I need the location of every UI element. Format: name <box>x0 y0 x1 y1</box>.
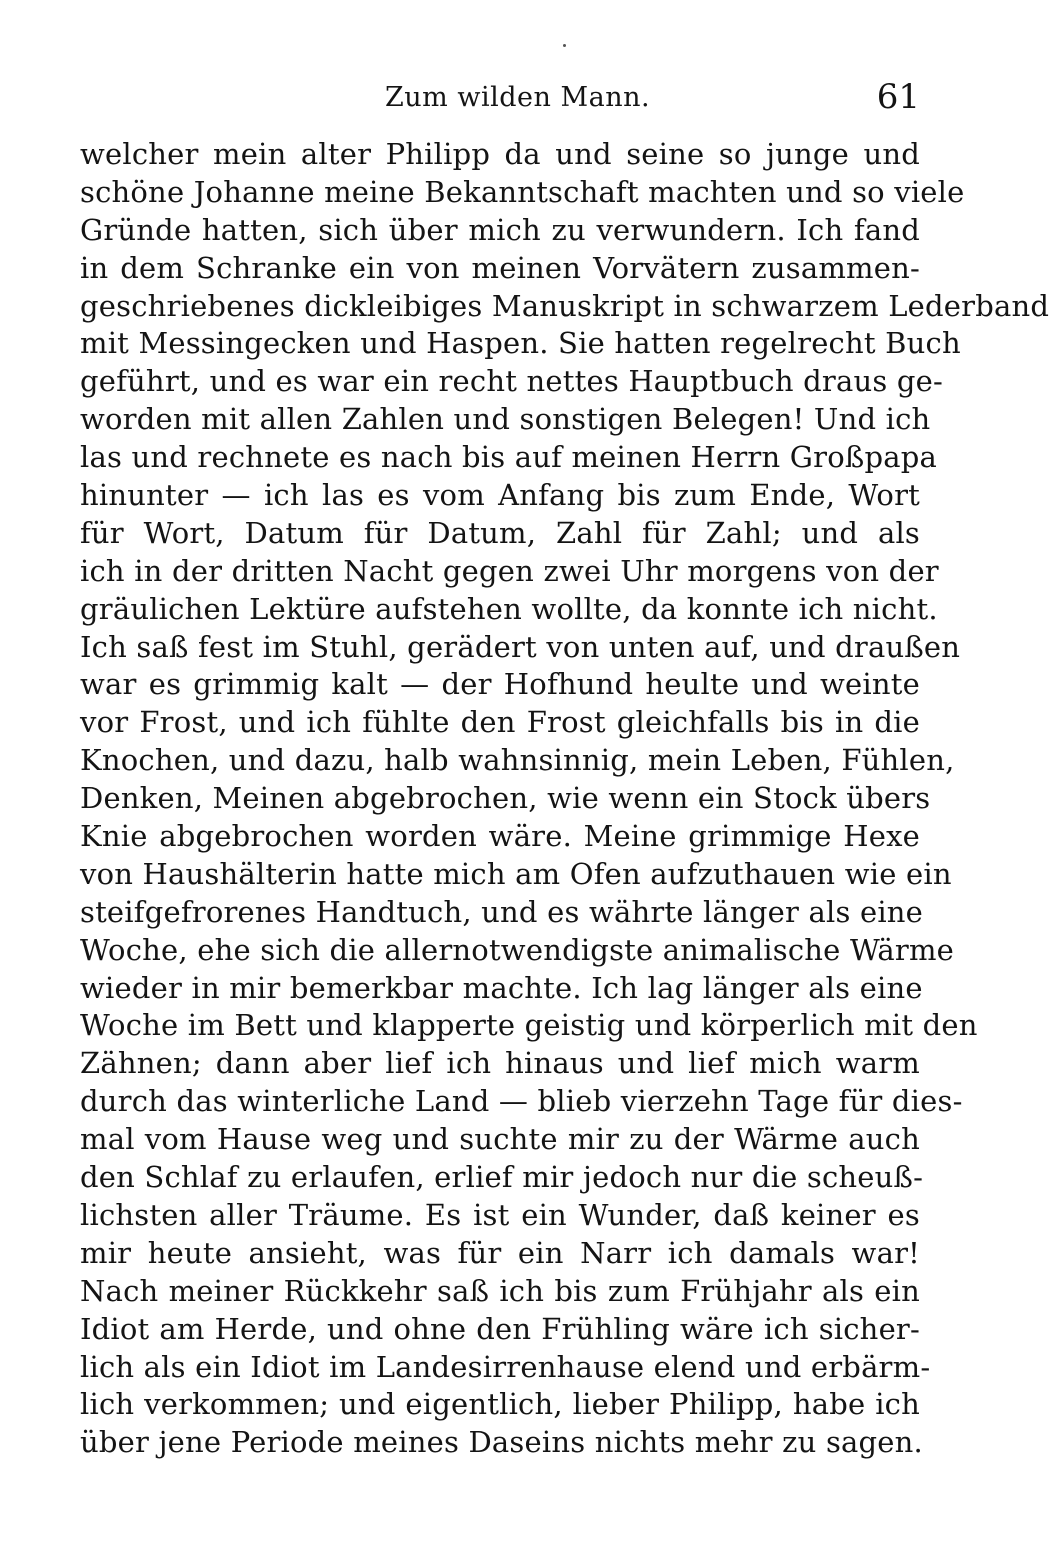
text-line: Gründe hatten, sich über mich zu verwundern. Ich fand <box>80 212 920 247</box>
text-line: welcher mein alter Philipp da und seine so junge und <box>80 137 920 171</box>
text-line: lich als ein Idiot im Landesirrenhause elend und erbärm- <box>80 1349 931 1384</box>
text-line: steifgefrorenes Handtuch, und es währte länger als eine <box>80 894 924 929</box>
text-line: über jene Periode meines Daseins nichts mehr zu sagen. <box>80 1425 923 1460</box>
text-line: wieder in mir bemerkbar machte. Ich lag länger als eine <box>80 970 923 1005</box>
text-line: durch das winterliche Land — blieb vierzehn Tage für dies- <box>80 1084 963 1119</box>
text-line: Zähnen; dann aber lief ich hinaus und lief mich warm <box>80 1046 920 1081</box>
text-line: lichsten aller Träume. Es ist ein Wunder, daß keiner es <box>80 1197 920 1232</box>
text-line: Woche im Bett und klapperte geistig und körperlich mit den <box>80 1008 978 1043</box>
text-line: hinunter — ich las es vom Anfang bis zum Ende, Wort <box>80 478 920 513</box>
text-line: mir heute ansieht, was für ein Narr ich damals war! <box>80 1235 920 1270</box>
text-line: Denken, Meinen abgebrochen, wie wenn ein Stock übers <box>80 781 931 816</box>
text-line: Idiot am Herde, und ohne den Frühling wäre ich sicher- <box>80 1311 920 1346</box>
body-text <box>80 136 1049 1462</box>
text-line: worden mit allen Zahlen und sonstigen Belegen! Und ich <box>80 402 931 437</box>
text-line: mit Messingecken und Haspen. Sie hatten regelrecht Buch <box>80 326 961 361</box>
text-line: geschriebenes dickleibiges Manuskript in schwarzem Lederband <box>80 288 1049 323</box>
text-line: in dem Schranke ein von meinen Vorvätern zusammen- <box>80 250 920 285</box>
text-line: schöne Johanne meine Bekanntschaft machten und so viele <box>80 174 965 209</box>
text-line: für Wort, Datum für Datum, Zahl für Zahl; und als <box>80 515 920 550</box>
text-line: Knochen, und dazu, halb wahnsinnig, mein Leben, Fühlen, <box>80 743 955 778</box>
text-line: Ich saß fest im Stuhl, gerädert von unten auf, und draußen <box>80 629 961 664</box>
text-line: geführt, und es war ein recht nettes Hauptbuch draus ge- <box>80 364 943 399</box>
text-line: mal vom Hause weg und suchte mir zu der Wärme auch <box>80 1122 920 1157</box>
text-line: den Schlaf zu erlaufen, erlief mir jedoch nur die scheuß- <box>80 1160 924 1195</box>
text-line: lich verkommen; und eigentlich, lieber Philipp, habe ich <box>80 1387 920 1422</box>
text-line: war es grimmig kalt — der Hofhund heulte und weinte <box>80 667 920 702</box>
text-line: Nach meiner Rückkehr saß ich bis zum Frühjahr als ein <box>80 1273 920 1308</box>
text-line: ich in der dritten Nacht gegen zwei Uhr morgens von der <box>80 553 939 588</box>
running-head: Zum wilden Mann. <box>385 82 651 113</box>
text-line: vor Frost, und ich fühlte den Frost gleichfalls bis in die <box>80 705 920 740</box>
page-number: 61 <box>876 77 920 117</box>
print-speck <box>563 44 566 47</box>
text-line: las und rechnete es nach bis auf meinen Herrn Großpapa <box>80 440 937 475</box>
text-line: Woche, ehe sich die allernotwendigste animalische Wärme <box>80 932 955 967</box>
text-line: von Haushälterin hatte mich am Ofen aufzuthauen wie ein <box>80 856 952 891</box>
text-line: gräulichen Lektüre aufstehen wollte, da konnte ich nicht. <box>80 591 938 626</box>
text-line: Knie abgebrochen worden wäre. Meine grimmige Hexe <box>80 819 920 854</box>
